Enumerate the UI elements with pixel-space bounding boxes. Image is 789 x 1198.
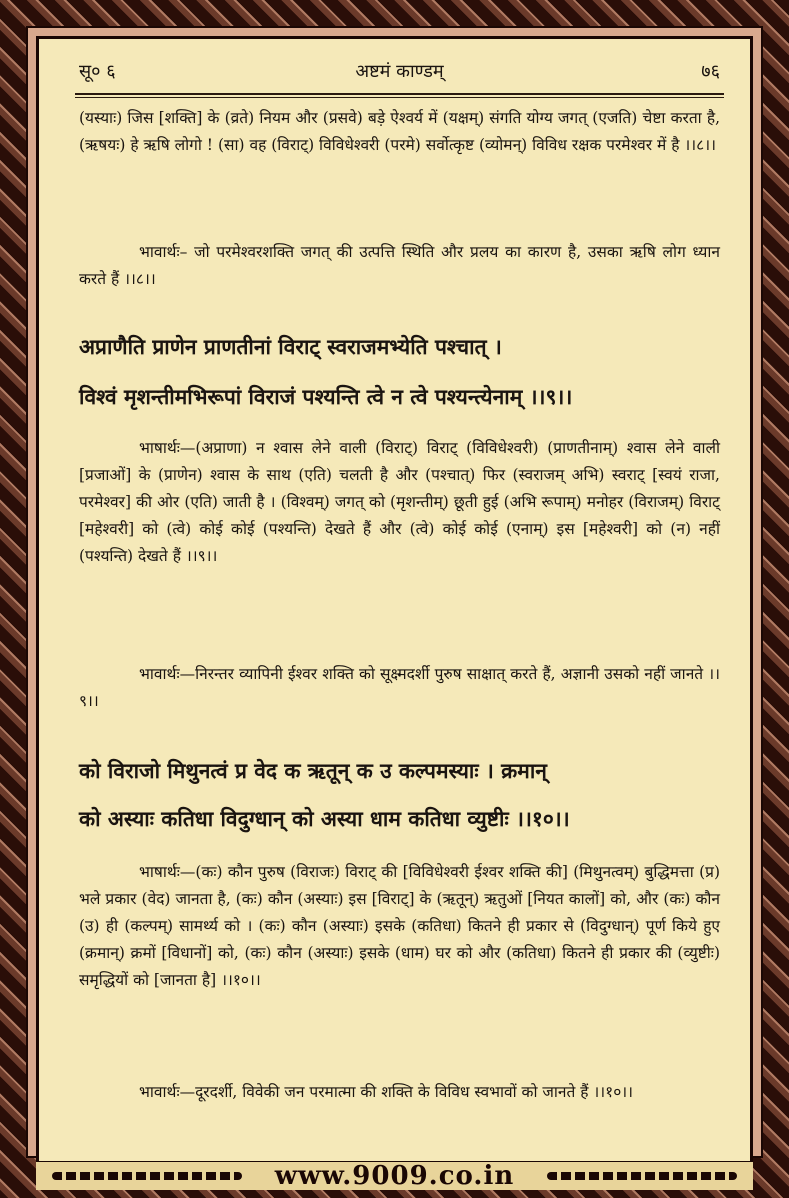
bhavarth-8: भावार्थः– जो परमेश्वरशक्ति जगत् की उत्पत्ति स्थिति और प्रलय का कारण है, उसका ऋषि लोग ध्यान करते हैं ।।८।। [79, 243, 720, 288]
page-header [79, 59, 720, 89]
mantra-10-line-2: को अस्याः कतिधा विदुग्धान् को अस्या धाम कतिधा व्युष्टीः ।।१०।। [79, 806, 570, 831]
mantra-9-line-2: विश्वं मृशन्तीमभिरूपां विराजं पश्यन्ति त्वे न त्वे पश्यन्त्येनाम् ।।९।। [79, 384, 573, 409]
page [36, 36, 753, 1164]
header-rule-thin [75, 97, 724, 98]
kanda-title: अष्टमं काण्डम् [355, 61, 444, 82]
mantra-10-line-1: को विराजो मिथुनत्वं प्र वेद क ऋतून् क उ कल्पमस्याः । क्रमान् [79, 758, 547, 783]
sukta-number: सू० ६ [79, 61, 116, 82]
bhavarth-9: भावार्थः—निरन्तर व्यापिनी ईश्वर शक्ति को सूक्ष्मदर्शी पुरुष साक्षात् करते हैं, अज्ञानी उसको नहीं जानते ।।९।। [79, 665, 720, 710]
website-link[interactable]: www.9009.co.in [274, 1161, 515, 1191]
footer-ornament-right [547, 1172, 737, 1180]
page-number: ७६ [701, 61, 720, 82]
bhasharth-10: भाषार्थः—(कः) कौन पुरुष (विराजः) विराट् की [विविधेश्वरी ईश्वर शक्ति की] (मिथुनत्वम्) बुद्धिमत्ता (प्र) भले प्रकार (वेद) जानता है, (कः) कौन (अस्याः) इस [विराट्] के (ऋतून्) ऋतुओं [नियत कालों] को, और (कः) कौन (उ) ही (कल्पम्) सामर्थ्य को । (कः) कौन (अस्याः) इसके (कतिधा) कितने ही प्रकार से (विदुग्धान्) पूर्ण किये हुए (क्रमान्) क्रमों [विधानों] को, (कः) कौन (अस्याः) इसके (धाम) घर को और (कतिधा) कितने ही प्रकार की (व्युष्टीः) समृद्धियों को [जानता है] ।।१०।। [79, 863, 720, 989]
header-rule [75, 93, 724, 95]
bhavarth-10: भावार्थः—दूरदर्शी, विवेकी जन परमात्मा की शक्ति के विविध स्वभावों को जानते हैं ।।१०।। [139, 1083, 634, 1101]
footer-bar [36, 1162, 753, 1190]
bhasharth-9: भाषार्थः—(अप्राणा) न श्वास लेने वाली (विराट्) विराट् (विविधेश्वरी) (प्राणतीनाम्) श्वास लेने वाली [प्रजाओं] के (प्राणेन) श्वास के साथ (एति) चलती है और (पश्चात्) फिर (स्वराजम् अभि) स्वराट् [स्वयं राजा, परमेश्वर] की ओर (एति) जाती है । (विश्वम्) जगत् को (मृशन्तीम्) छूती हुई (अभि रूपाम्) मनोहर (विराजम्) विराट् [महेश्वरी] को (त्वे) कोई कोई (पश्यन्ति) देखते हैं और (त्वे) कोई कोई (एनाम्) इस [महेश्वरी] को (न) नहीं (पश्यन्ति) देखते हैं ।।९।। [79, 439, 720, 565]
bhasharth-8-end: (यस्याः) जिस [शक्ति] के (व्रते) नियम और (प्रसवे) बड़े ऐश्वर्य में (यक्षम्) संगति योग्य जगत् (एजति) चेष्टा करता है, (ऋषयः) हे ऋषि लोगो ! (सा) वह (विराट्) विविधेश्वरी (परमे) सर्वोत्कृष्ट (व्योमन्) विविध रक्षक परमेश्वर में है ।।८।। [79, 109, 720, 154]
mantra-9-line-1: अप्राणैति प्राणेन प्राणतीनां विराट् स्वराजमभ्येति पश्चात् । [79, 334, 502, 359]
